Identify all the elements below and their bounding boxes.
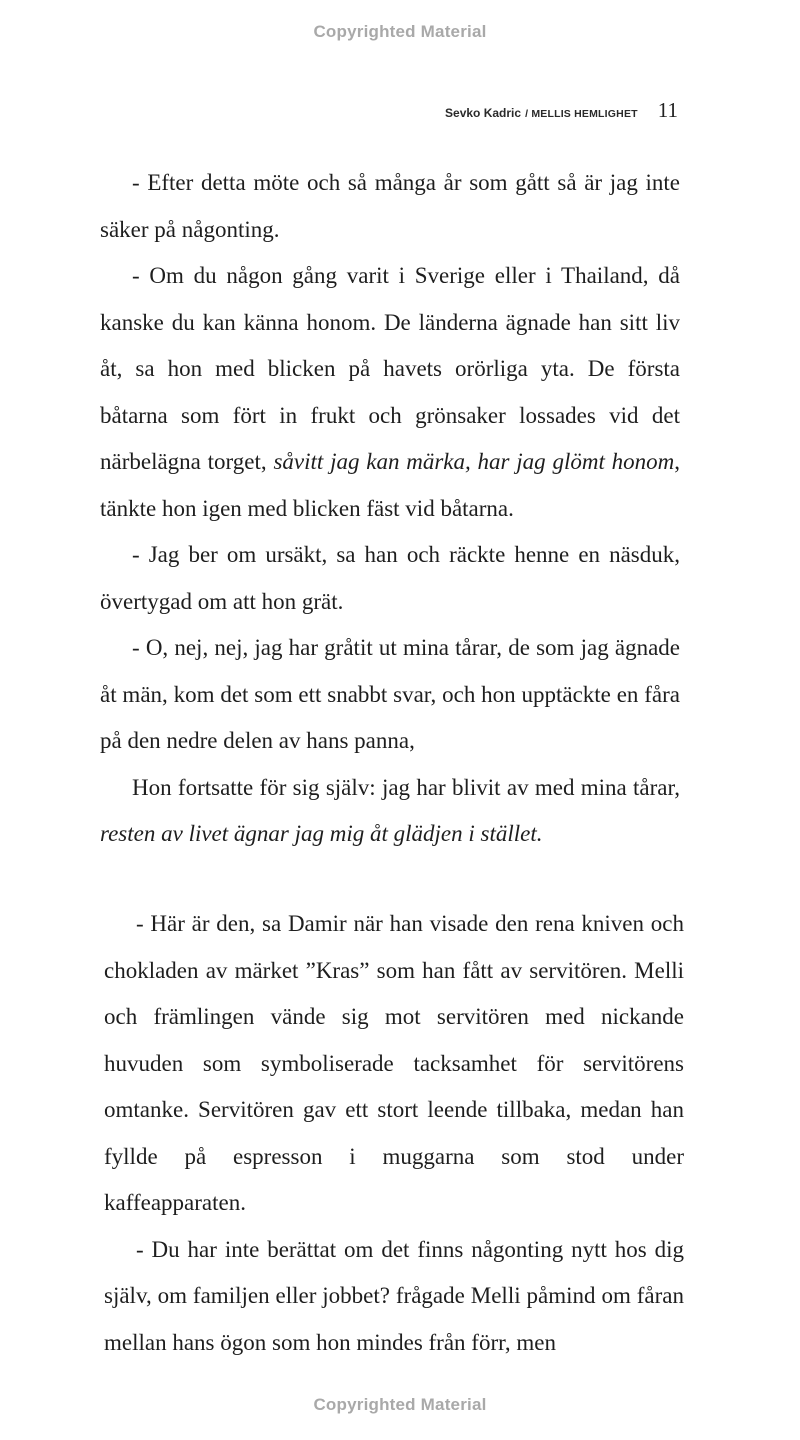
text-section-2 bbox=[104, 901, 684, 1366]
paragraph: - Efter detta möte och så många år som gått så är jag inte säker på någonting. bbox=[100, 170, 680, 242]
paragraph: - O, nej, nej, jag har gråtit ut mina tårar, de som jag ägnade åt män, kom det som ett snabbt svar, och hon upptäckte en fåra på den nedre delen av hans panna, bbox=[100, 635, 680, 753]
paragraph: - Du har inte berättat om det finns någonting nytt hos dig själv, om familjen eller jobbet? frågade Melli påmind om fåran mellan hans ögon som hon mindes från förr, men bbox=[104, 1236, 684, 1355]
paragraph: - Här är den, sa Damir när han visade den rena kniven och chokladen av märket ”Kras” som han fått av servitören. Melli och främlingen vände sig mot servitören med nickande huvuden som symboliserade tacksamhet för servitörens omtanke. Servitören gav ett stort leende tillbaka, medan han fyllde på espresson i muggarna som stod under kaffeapparaten. bbox=[104, 911, 684, 1215]
page-number: 11 bbox=[657, 98, 678, 122]
paragraph: - Jag ber om ursäkt, sa han och räckte henne en näsduk, övertygad om att hon grät. bbox=[100, 542, 680, 614]
running-head bbox=[445, 98, 678, 123]
paragraph bbox=[100, 253, 680, 532]
running-head-title: / MELLIS HEMLIGHET bbox=[525, 108, 638, 120]
copyright-watermark-top: Copyrighted Material bbox=[313, 22, 487, 41]
paragraph bbox=[100, 765, 680, 858]
copyright-watermark-bottom: Copyrighted Material bbox=[313, 1395, 487, 1414]
text-section-1 bbox=[100, 160, 680, 858]
italic-thought: såvitt jag kan märka, har jag glömt honom bbox=[273, 449, 675, 474]
italic-thought: resten av livet ägnar jag mig åt glädjen i stället. bbox=[100, 821, 543, 846]
paragraph-text: - Om du någon gång varit i Sverige eller i Thailand, då kanske du kan känna honom. De länderna ägnade han sitt liv åt, sa hon med blicken på havets orörliga yta. De första båtarna som fört in frukt och grönsaker lossades vid det närbelägna torget, bbox=[100, 263, 680, 474]
paragraph-text: Hon fortsatte för sig själv: jag har blivit av med mina tårar, bbox=[132, 774, 680, 800]
paragraph-text: , tänkte hon igen med blicken fäst vid båtarna. bbox=[100, 449, 680, 521]
running-head-author: Sevko Kadric bbox=[445, 106, 522, 120]
